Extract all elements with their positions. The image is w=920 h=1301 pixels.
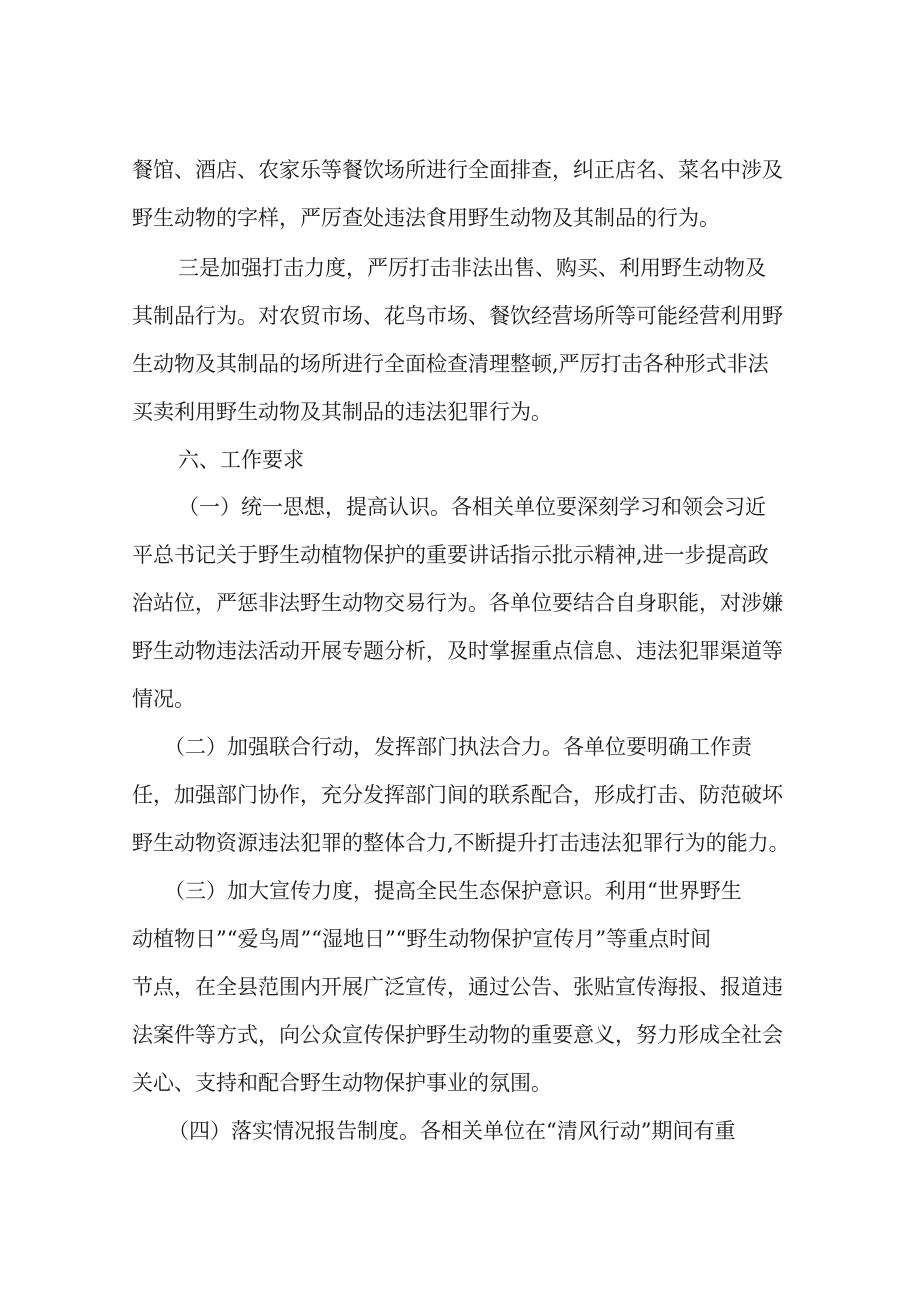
text-line: 关心、支持和配合野生动物保护事业的氛围。 [132, 1071, 552, 1095]
text-line: 其制品行为。对农贸市场、花鸟市场、餐饮经营场所等可能经营利用野 [132, 304, 783, 328]
text-line: 动植物日”“爱鸟周”“湿地日”“野生动物保护宣传月”等重点时间 [132, 927, 712, 951]
text-line: 买卖利用野生动物及其制品的违法犯罪行为。 [132, 400, 552, 424]
section-heading: 六、工作要求 [178, 448, 304, 472]
text-line: 治站位，严惩非法野生动物交易行为。各单位要结合自身职能，对涉嫌 [132, 591, 783, 615]
text-line: 野生动物资源违法犯罪的整体合力,不断提升打击违法犯罪行为的能力。 [132, 831, 790, 855]
text-line: 任，加强部门协作，充分发挥部门间的联系配合，形成打击、防范破坏 [132, 783, 783, 807]
text-line: 节点，在全县范围内开展广泛宣传，通过公告、张贴宣传海报、报道违 [132, 975, 783, 999]
text-line: 餐馆、酒店、农家乐等餐饮场所进行全面排查，纠正店名、菜名中涉及 [132, 158, 783, 182]
text-line: 情况。 [132, 687, 195, 711]
text-line: 野生动物的字样，严厉查处违法食用野生动物及其制品的行为。 [132, 206, 720, 230]
text-line: 平总书记关于野生动植物保护的重要讲话指示批示精神,进一步提高政 [132, 543, 769, 567]
text-line: 法案件等方式，向公众宣传保护野生动物的重要意义，努力形成全社会 [132, 1023, 783, 1047]
paragraph-start-line: 三是加强打击力度，严厉打击非法出售、购买、利用野生动物及 [178, 256, 766, 280]
paragraph-start-line: （一）统一思想，提高认识。各相关单位要深刻学习和领会习近 [178, 495, 766, 519]
text-line: 生动物及其制品的场所进行全面检查清理整顿,严厉打击各种形式非法 [132, 352, 769, 376]
paragraph-start-line: （四）落实情况报告制度。各相关单位在“清风行动”期间有重 [168, 1119, 736, 1143]
paragraph-start-line: （三）加大宣传力度，提高全民生态保护意识。利用“世界野生 [164, 879, 742, 903]
paragraph-start-line: （二）加强联合行动，发挥部门执法合力。各单位要明确工作责 [164, 735, 752, 759]
text-line: 野生动物违法活动开展专题分析，及时掌握重点信息、违法犯罪渠道等 [132, 639, 783, 663]
